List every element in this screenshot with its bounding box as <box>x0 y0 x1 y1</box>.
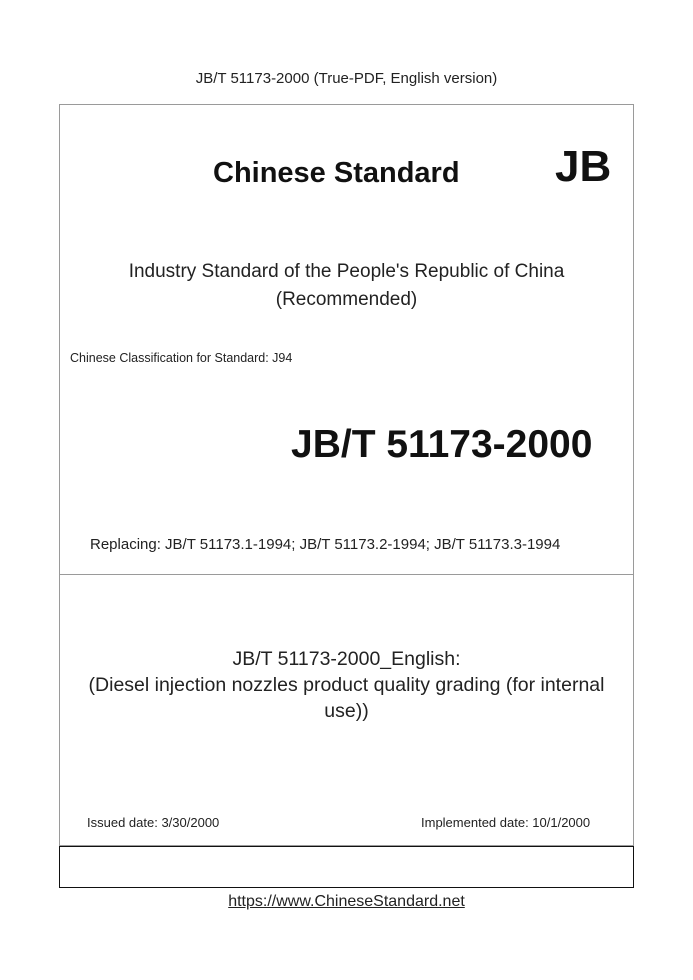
classification-text: Chinese Classification for Standard: J94 <box>70 351 293 365</box>
english-title-line-3: use)) <box>324 700 369 722</box>
standard-number: JB/T 51173-2000 <box>291 423 593 466</box>
issued-date: Issued date: 3/30/2000 <box>87 815 220 830</box>
industry-line-1: Industry Standard of the People's Republic of China <box>128 261 565 282</box>
replacing-text: Replacing: JB/T 51173.1-1994; JB/T 51173.2-1994; JB/T 51173.3-1994 <box>90 536 561 553</box>
industry-standard-heading <box>0 258 693 314</box>
english-title-line-2: (Diesel injection nozzles product quality grading (for internal <box>88 674 605 696</box>
industry-line-2: (Recommended) <box>275 289 418 310</box>
page-header: JB/T 51173-2000 (True-PDF, English version) <box>195 70 498 87</box>
standard-code-badge: JB <box>555 142 612 191</box>
english-title-line-1: JB/T 51173-2000_English: <box>232 648 461 670</box>
cover-frame-footer <box>59 846 634 888</box>
english-title-block <box>59 646 634 724</box>
standard-title: Chinese Standard <box>213 157 460 189</box>
website-link[interactable]: https://www.ChineseStandard.net <box>228 893 465 910</box>
implemented-date: Implemented date: 10/1/2000 <box>421 815 591 830</box>
